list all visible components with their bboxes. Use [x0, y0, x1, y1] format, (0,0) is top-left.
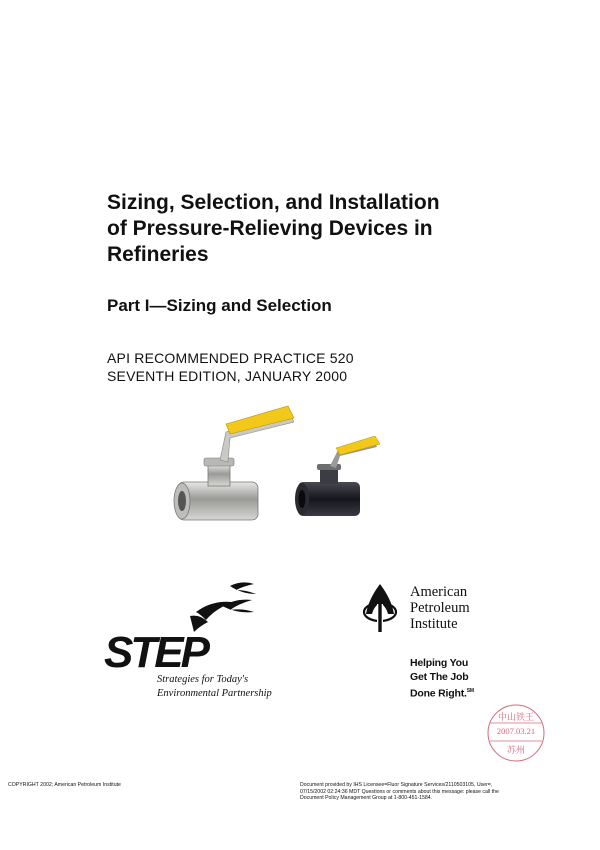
api-name-line: Petroleum	[410, 600, 470, 616]
title-line: Sizing, Selection, and Installation	[107, 191, 440, 214]
designation-line: SEVENTH EDITION, JANUARY 2000	[107, 368, 348, 384]
copyright-notice: COPYRIGHT 2002; American Petroleum Institute	[8, 782, 121, 788]
api-slogan-line: Helping You	[410, 657, 469, 669]
api-slogan-line: Done Right.℠	[410, 687, 474, 700]
subtitle: Part I—Sizing and Selection	[107, 296, 332, 315]
title-line: Refineries	[107, 243, 209, 266]
service-mark: SM	[466, 688, 474, 694]
ball-valves-image	[170, 402, 390, 532]
step-wordmark: STEP	[104, 628, 207, 677]
step-tagline: Environmental Partnership	[157, 688, 272, 699]
library-stamp	[486, 703, 546, 763]
stamp-bottom-text: 苏州	[506, 746, 525, 756]
title-line: of Pressure-Relieving Devices in	[107, 217, 433, 240]
stamp-top-text: 中山铁王	[497, 713, 534, 723]
api-logo-icon	[360, 582, 400, 634]
document-provider-notice: Document provided by IHS Licensee=Fluor Signature Services/2110503105, User=, 07/15/2002 02:24:36 MDT Questions or comments about this message: please call the Document Policy Management Group at 1-800-451-1584.	[300, 782, 499, 801]
api-name-line: American	[410, 584, 468, 600]
step-tagline: Strategies for Today's	[157, 674, 249, 685]
designation-line: API RECOMMENDED PRACTICE 520	[107, 350, 354, 366]
api-name-line: Institute	[410, 616, 458, 632]
stamp-date: 2007.03.21	[496, 726, 536, 736]
api-slogan-line: Get The Job	[410, 671, 469, 683]
